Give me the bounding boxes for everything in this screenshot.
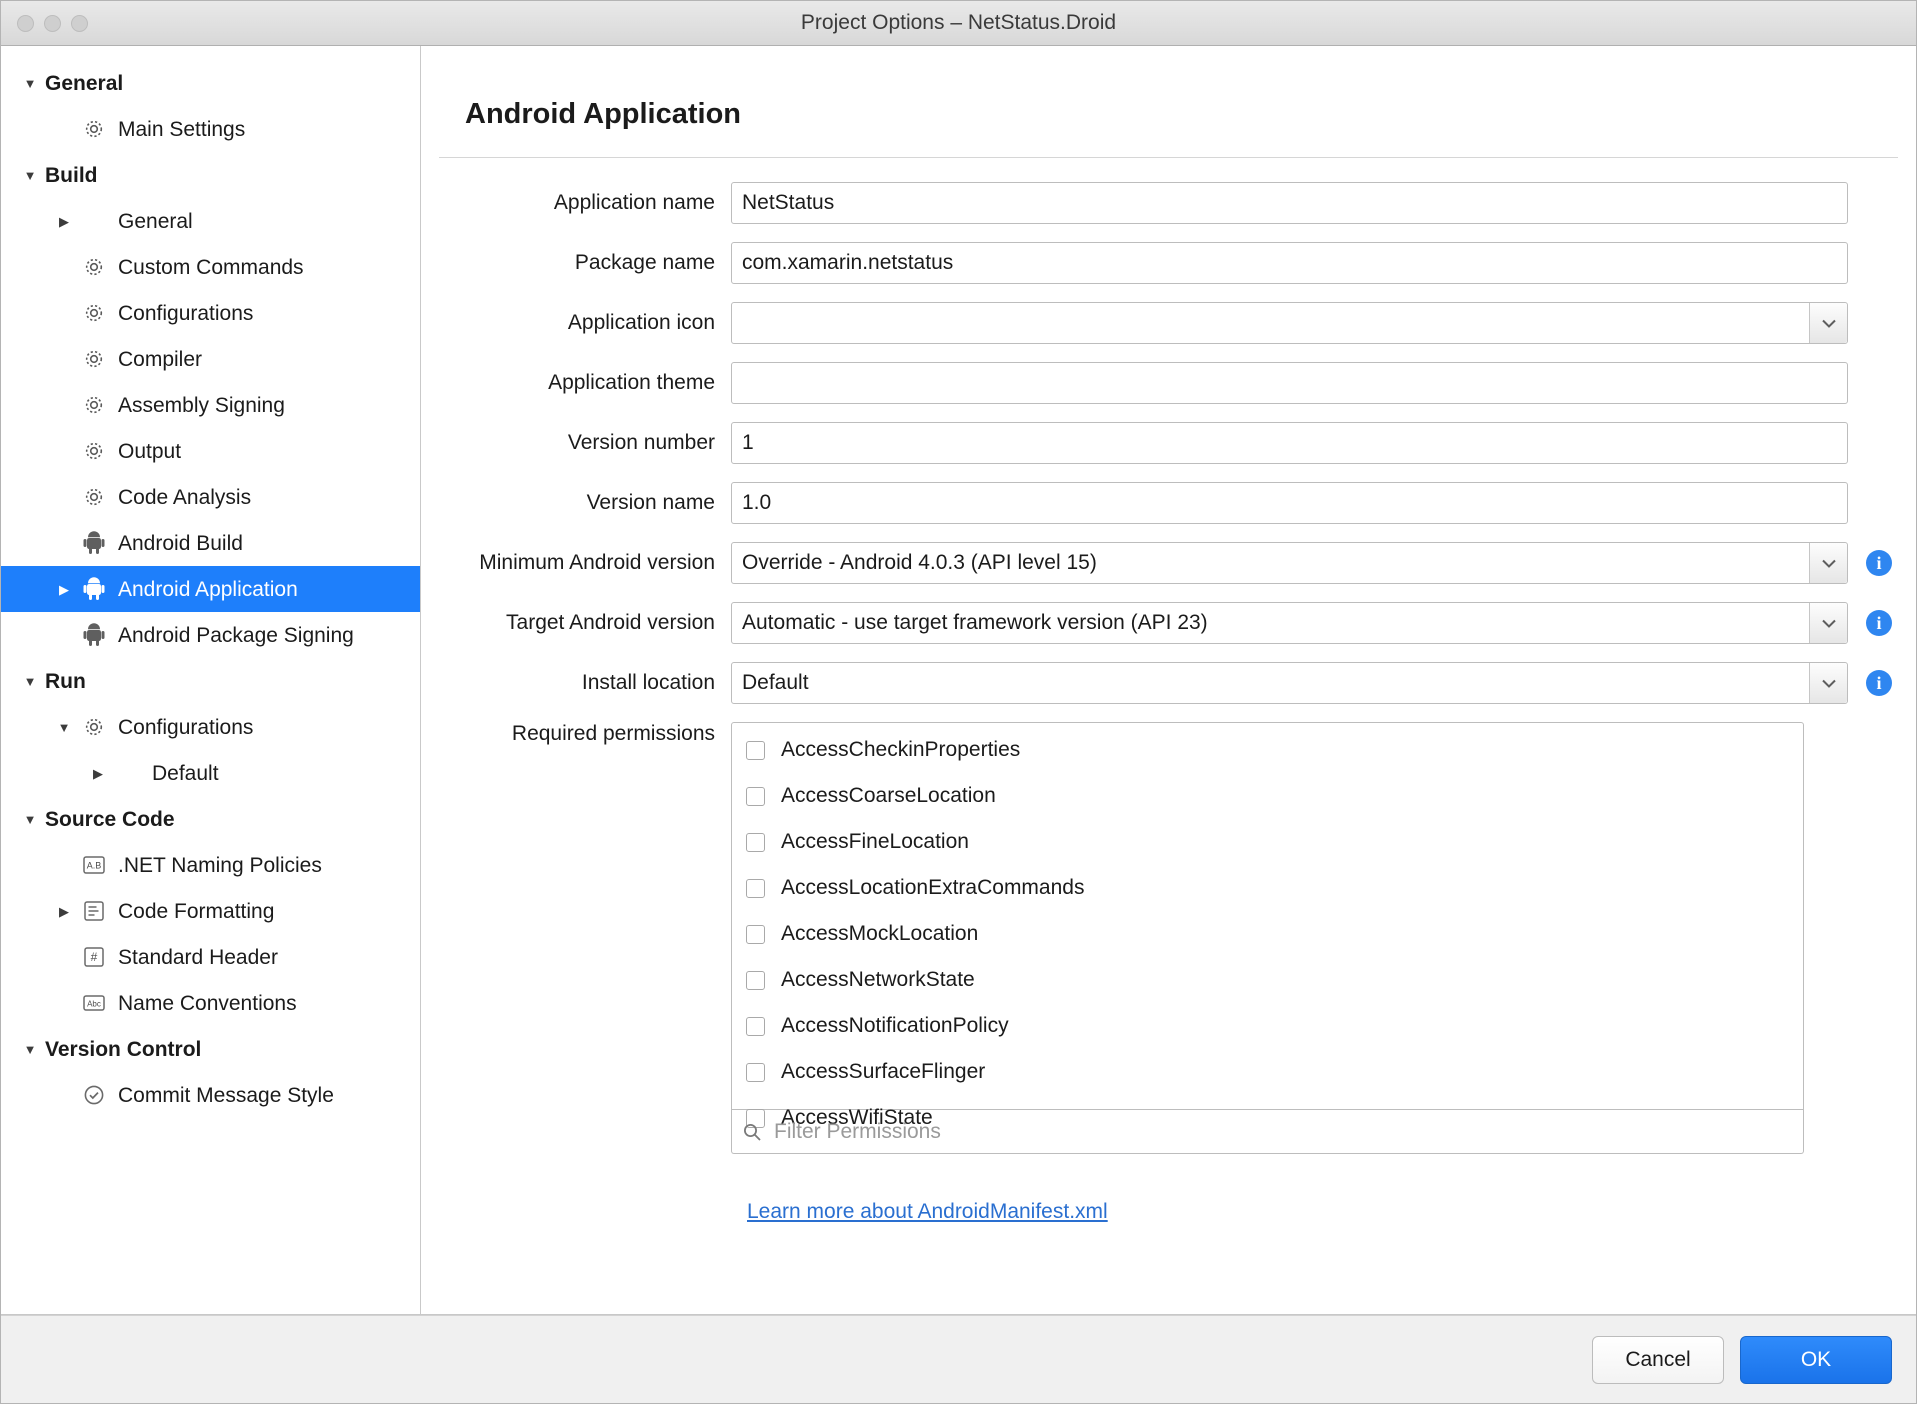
gear-icon bbox=[79, 300, 109, 326]
sidebar-item-custom-commands[interactable] bbox=[1, 244, 420, 290]
sidebar-item-default[interactable] bbox=[1, 750, 420, 796]
svg-text:#: # bbox=[90, 950, 98, 964]
sidebar-item-output[interactable] bbox=[1, 428, 420, 474]
filter-permissions-input[interactable] bbox=[772, 1119, 1793, 1145]
options-sidebar[interactable] bbox=[1, 46, 421, 1314]
row-application-icon bbox=[431, 302, 1892, 344]
abc-icon bbox=[79, 990, 109, 1016]
sidebar-item-label: Output bbox=[118, 439, 182, 463]
sidebar-item-commit-message-style[interactable] bbox=[1, 1072, 420, 1118]
permission-label: AccessFineLocation bbox=[781, 830, 969, 853]
checkbox[interactable] bbox=[746, 971, 765, 990]
list-item[interactable] bbox=[732, 865, 1803, 911]
sidebar-group-run[interactable] bbox=[1, 658, 420, 704]
sidebar-item-label: Configurations bbox=[118, 301, 254, 325]
sidebar-item-label: Code Analysis bbox=[118, 485, 252, 509]
android-icon bbox=[79, 530, 109, 556]
sidebar-item-label: Version Control bbox=[45, 1037, 202, 1061]
sidebar-group-build[interactable] bbox=[1, 152, 420, 198]
checkbox[interactable] bbox=[746, 833, 765, 852]
hash-icon bbox=[79, 944, 109, 970]
learn-more-link[interactable]: Learn more about AndroidManifest.xml bbox=[747, 1200, 1108, 1223]
chevron-down-icon[interactable] bbox=[1809, 543, 1847, 583]
android-icon bbox=[79, 576, 109, 602]
checkbox[interactable] bbox=[746, 879, 765, 898]
checkbox[interactable] bbox=[746, 1063, 765, 1082]
install-location-label: Install location bbox=[581, 671, 715, 694]
version-number-label: Version number bbox=[567, 431, 715, 454]
check-circle-icon bbox=[79, 1082, 109, 1108]
disclosure-spacer bbox=[53, 859, 75, 872]
row-version-number bbox=[431, 422, 1892, 464]
ok-button[interactable]: OK bbox=[1740, 1336, 1892, 1384]
row-minimum-android-version bbox=[431, 542, 1892, 584]
disclosure-spacer bbox=[53, 951, 75, 964]
sidebar-item-code-analysis[interactable] bbox=[1, 474, 420, 520]
application-icon-label: Application icon bbox=[567, 311, 715, 334]
version-number-input[interactable]: 1 bbox=[731, 422, 1848, 464]
sidebar-item-name-conventions[interactable] bbox=[1, 980, 420, 1026]
disclosure-triangle-open-icon[interactable]: ▼ bbox=[23, 167, 37, 183]
row-application-theme bbox=[431, 362, 1892, 404]
format-icon bbox=[79, 898, 109, 924]
minimize-button[interactable] bbox=[44, 15, 61, 32]
checkbox[interactable] bbox=[746, 925, 765, 944]
chevron-down-icon[interactable] bbox=[1809, 303, 1847, 343]
list-item[interactable] bbox=[732, 773, 1803, 819]
gear-icon bbox=[79, 392, 109, 418]
sidebar-item-label: Configurations bbox=[118, 715, 254, 739]
target-android-version-combobox[interactable] bbox=[731, 602, 1848, 644]
sidebar-group-version-control[interactable] bbox=[1, 1026, 420, 1072]
sidebar-item-label: Android Package Signing bbox=[118, 623, 354, 647]
row-target-android-version bbox=[431, 602, 1892, 644]
sidebar-item-configurations[interactable] bbox=[1, 290, 420, 336]
row-required-permissions bbox=[431, 722, 1892, 1154]
chevron-down-icon[interactable] bbox=[1809, 663, 1847, 703]
sidebar-item-label: Source Code bbox=[45, 807, 175, 831]
row-version-name bbox=[431, 482, 1892, 524]
window-title: Project Options – NetStatus.Droid bbox=[800, 11, 1117, 34]
package-name-input[interactable]: com.xamarin.netstatus bbox=[731, 242, 1848, 284]
sidebar-item-android-build[interactable] bbox=[1, 520, 420, 566]
application-name-input[interactable]: NetStatus bbox=[731, 182, 1848, 224]
zoom-button[interactable] bbox=[71, 15, 88, 32]
sidebar-group-source-code[interactable] bbox=[1, 796, 420, 842]
dialog-footer bbox=[1, 1315, 1916, 1403]
disclosure-triangle-open-icon[interactable]: ▼ bbox=[57, 719, 71, 735]
application-theme-label: Application theme bbox=[548, 371, 715, 394]
permission-label: AccessWifiState bbox=[781, 1106, 933, 1129]
disclosure-triangle-closed-icon[interactable]: ▶ bbox=[59, 213, 69, 229]
gear-icon bbox=[79, 438, 109, 464]
disclosure-spacer bbox=[53, 261, 75, 274]
sidebar-item-net-naming-policies[interactable] bbox=[1, 842, 420, 888]
version-name-input[interactable]: 1.0 bbox=[731, 482, 1848, 524]
title-bar bbox=[1, 1, 1916, 46]
list-item[interactable] bbox=[732, 819, 1803, 865]
list-item[interactable] bbox=[732, 1049, 1803, 1095]
svg-text:Abc: Abc bbox=[87, 999, 101, 1009]
window-controls bbox=[1, 15, 88, 32]
sidebar-item-label: Default bbox=[152, 761, 219, 785]
minimum-android-version-value: Override - Android 4.0.3 (API level 15) bbox=[742, 551, 1097, 574]
sidebar-item-label: Compiler bbox=[118, 347, 203, 371]
options-main-pane bbox=[421, 46, 1916, 1314]
disclosure-triangle-closed-icon[interactable]: ▶ bbox=[59, 903, 69, 919]
disclosure-triangle-open-icon[interactable]: ▼ bbox=[23, 673, 37, 689]
list-item[interactable] bbox=[732, 957, 1803, 1003]
android-icon bbox=[79, 622, 109, 648]
sidebar-item-label: Android Application bbox=[118, 577, 298, 601]
sidebar-item-standard-header[interactable] bbox=[1, 934, 420, 980]
permission-label: AccessCoarseLocation bbox=[781, 784, 996, 807]
search-icon bbox=[742, 1122, 762, 1142]
gear-icon bbox=[79, 714, 109, 740]
disclosure-triangle-open-icon[interactable]: ▼ bbox=[23, 1041, 37, 1057]
sidebar-item-android-application[interactable] bbox=[1, 566, 420, 612]
permission-label: AccessLocationExtraCommands bbox=[781, 876, 1085, 899]
disclosure-spacer bbox=[53, 123, 75, 136]
required-permissions-panel bbox=[731, 722, 1804, 1154]
sidebar-item-main-settings[interactable] bbox=[1, 106, 420, 152]
application-name-label: Application name bbox=[553, 191, 715, 214]
permission-label: AccessCheckinProperties bbox=[781, 738, 1021, 761]
permission-label: AccessNotificationPolicy bbox=[781, 1014, 1009, 1037]
sidebar-item-label: Commit Message Style bbox=[118, 1083, 334, 1107]
disclosure-spacer bbox=[53, 629, 75, 642]
sidebar-item-code-formatting[interactable] bbox=[1, 888, 420, 934]
disclosure-spacer bbox=[53, 353, 75, 366]
disclosure-spacer: ▶ bbox=[59, 581, 69, 597]
sidebar-item-compiler[interactable] bbox=[1, 336, 420, 382]
disclosure-spacer bbox=[53, 307, 75, 320]
disclosure-spacer bbox=[53, 399, 75, 412]
sidebar-item-build-general[interactable] bbox=[1, 198, 420, 244]
row-install-location bbox=[431, 662, 1892, 704]
sidebar-item-android-package-signing[interactable] bbox=[1, 612, 420, 658]
sidebar-item-label: Custom Commands bbox=[118, 255, 304, 279]
sidebar-group-general[interactable] bbox=[1, 60, 420, 106]
sidebar-item-assembly-signing[interactable] bbox=[1, 382, 420, 428]
permission-label: AccessSurfaceFlinger bbox=[781, 1060, 986, 1083]
disclosure-spacer bbox=[53, 537, 75, 550]
sidebar-item-label: General bbox=[118, 209, 193, 233]
target-android-version-label: Target Android version bbox=[506, 611, 715, 634]
disclosure-spacer bbox=[53, 997, 75, 1010]
sidebar-item-label: Name Conventions bbox=[118, 991, 297, 1015]
disclosure-triangle-closed-icon[interactable]: ▶ bbox=[93, 765, 103, 781]
permission-label: AccessMockLocation bbox=[781, 922, 979, 945]
close-button[interactable] bbox=[17, 15, 34, 32]
permissions-list[interactable] bbox=[731, 722, 1804, 1129]
info-icon-minimum-android-version[interactable]: i bbox=[1866, 550, 1892, 576]
minimum-android-version-combobox[interactable] bbox=[731, 542, 1848, 584]
gear-icon bbox=[79, 116, 109, 142]
sidebar-item-label: Main Settings bbox=[118, 117, 246, 141]
required-permissions-label: Required permissions bbox=[511, 722, 715, 745]
checkbox[interactable] bbox=[746, 741, 765, 760]
chevron-down-icon[interactable] bbox=[1809, 603, 1847, 643]
sidebar-item-label: General bbox=[45, 71, 124, 95]
permission-label: AccessNetworkState bbox=[781, 968, 975, 991]
target-android-version-value: Automatic - use target framework version (API 23) bbox=[742, 611, 1208, 634]
sidebar-item-label: .NET Naming Policies bbox=[118, 853, 322, 877]
disclosure-triangle-open-icon[interactable]: ▼ bbox=[23, 811, 37, 827]
row-package-name bbox=[431, 242, 1892, 284]
install-location-value: Default bbox=[742, 671, 809, 694]
disclosure-spacer bbox=[53, 491, 75, 504]
cancel-button[interactable]: Cancel bbox=[1592, 1336, 1724, 1384]
blank-icon bbox=[79, 208, 109, 234]
disclosure-spacer bbox=[53, 1089, 75, 1102]
android-application-form bbox=[421, 158, 1916, 1314]
page-title: Android Application bbox=[439, 46, 1898, 158]
package-name-label: Package name bbox=[574, 251, 715, 274]
sidebar-item-label: Assembly Signing bbox=[118, 393, 285, 417]
sidebar-item-run-configurations[interactable] bbox=[1, 704, 420, 750]
info-icon-install-location[interactable]: i bbox=[1866, 670, 1892, 696]
application-icon-combobox[interactable] bbox=[731, 302, 1848, 344]
sidebar-item-label: Run bbox=[45, 669, 86, 693]
version-name-label: Version name bbox=[586, 491, 715, 514]
window-body bbox=[1, 46, 1916, 1315]
sidebar-item-label: Android Build bbox=[118, 531, 243, 555]
disclosure-triangle-open-icon[interactable]: ▼ bbox=[23, 75, 37, 91]
application-theme-input[interactable] bbox=[731, 362, 1848, 404]
list-item[interactable] bbox=[732, 911, 1803, 957]
gear-icon bbox=[79, 346, 109, 372]
sidebar-item-label: Build bbox=[45, 163, 98, 187]
sidebar-item-label: Code Formatting bbox=[118, 899, 275, 923]
svg-text:A.B: A.B bbox=[86, 860, 102, 871]
info-icon-target-android-version[interactable]: i bbox=[1866, 610, 1892, 636]
blank-icon bbox=[113, 760, 143, 786]
install-location-combobox[interactable] bbox=[731, 662, 1848, 704]
gear-icon bbox=[79, 254, 109, 280]
disclosure-spacer bbox=[53, 445, 75, 458]
ab-icon bbox=[79, 852, 109, 878]
gear-icon bbox=[79, 484, 109, 510]
checkbox[interactable] bbox=[746, 787, 765, 806]
sidebar-item-label: Standard Header bbox=[118, 945, 278, 969]
list-item[interactable] bbox=[732, 1003, 1803, 1049]
minimum-android-version-label: Minimum Android version bbox=[479, 551, 715, 574]
checkbox[interactable] bbox=[746, 1017, 765, 1036]
list-item[interactable] bbox=[732, 727, 1803, 773]
row-application-name bbox=[431, 182, 1892, 224]
